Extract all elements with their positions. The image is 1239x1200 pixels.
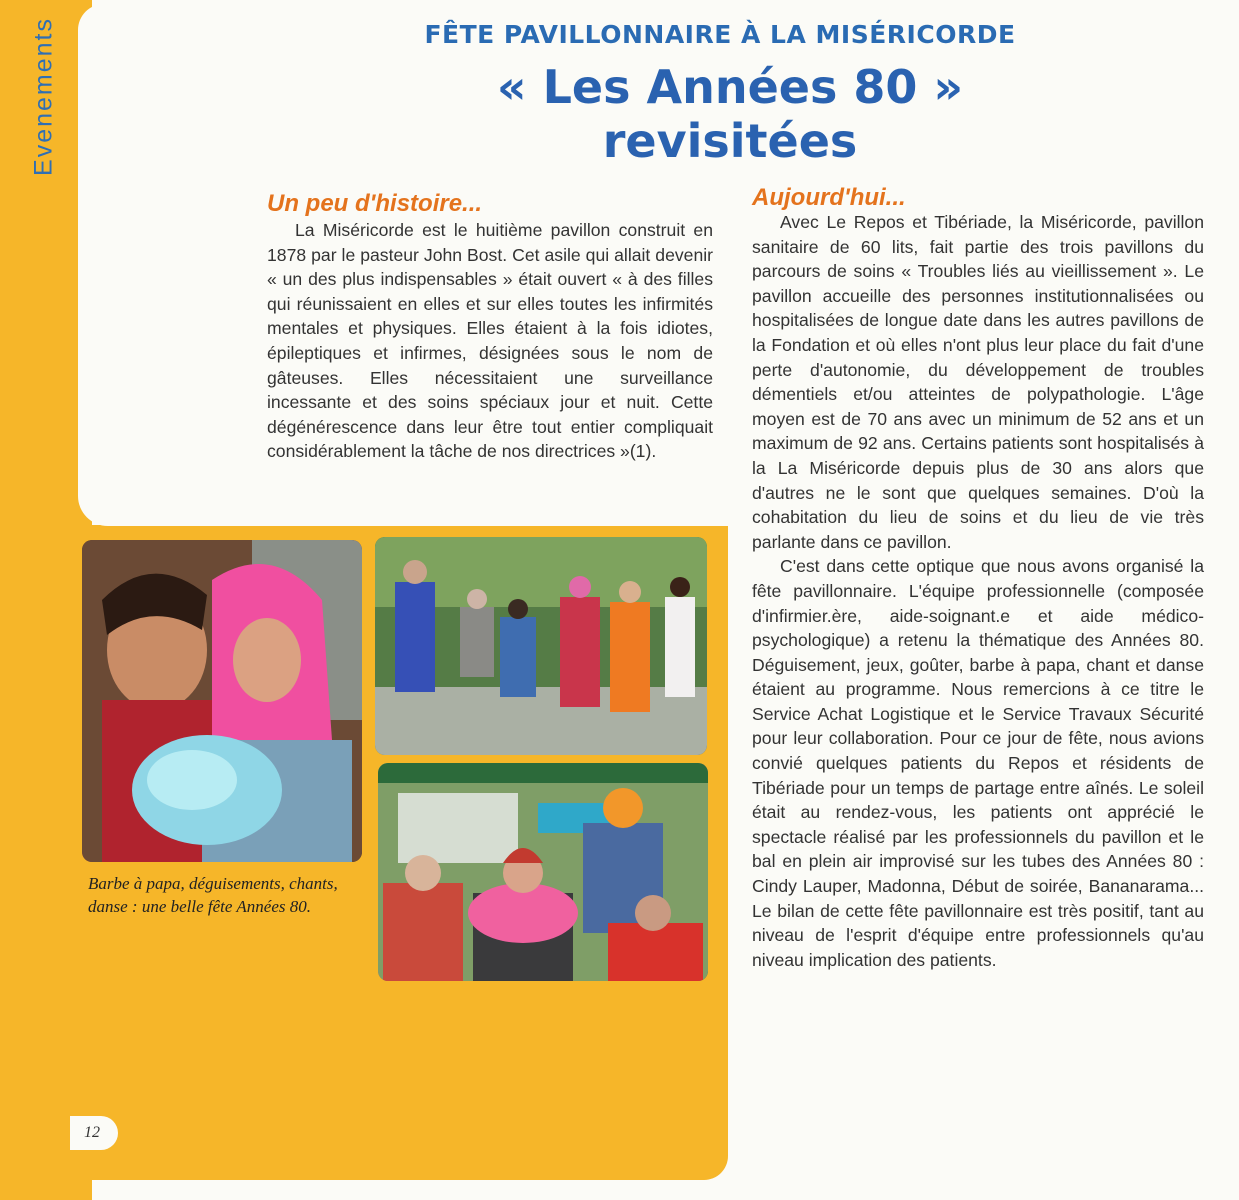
party-group-photo — [378, 763, 708, 981]
right-column-text — [752, 210, 1204, 972]
right-column-heading: Aujourd'hui... — [752, 184, 906, 211]
dance-photo — [375, 537, 707, 755]
page-number: 12 — [84, 1124, 100, 1141]
section-label: Evenements — [29, 17, 58, 176]
photo-caption: Barbe à papa, déguisements, chants, danse : une belle fête Années 80. — [88, 874, 338, 916]
page-number-tab — [70, 1116, 118, 1150]
right-paragraph: C'est dans cette optique que nous avons organisé la fête pavillonnaire. L'équipe professionnelle (composée d'infirmier.ère, aide-soignant.e et aide médico-psychologique) a retenu la thématique des Années 80. Déguisement, jeux, goûter, barbe à papa, chant et danse étaient au programme. Nous remercions à ce titre le Service Achat Logistique et le Service Travaux Sécurité pour leur collaboration. Pour ce jour de fête, nous avions convié quelques patients du Repos et résidents de Tibériade pour un temps de partage entre aînés. Le soleil était au rendez-vous, les patients ont apprécié le spectacle réalisé par les professionnels du pavillon et le bal en plein air improvisé sur les tubes des Années 80 : Cindy Lauper, Madonna, Début de soirée, Bananarama... Le bilan de cette fête pavillonnaire est très positif, tant au niveau de l'esprit d'équipe entre professionnels qu'au niveau implication des patients. — [752, 556, 1204, 970]
left-paragraph: La Miséricorde est le huitième pavillon construit en 1878 par le pasteur John Bost. Cet asile qui allait devenir « un des plus indispensables » était ouvert « à des filles qui réunissaient en elles et sur elles toutes les infirmités mentales et physiques. Elles étaient à la fois idiotes, épileptiques et infirmes, désignées sous le nom de gâteuses. Elles nécessitaient une surveillance incessante et des soins spéciaux jour et nuit. Cette dégénérescence dans leur être tout entier compliquait considérablement la tâche de nos directrices »(1). — [267, 220, 713, 462]
article-title: « Les Années 80 » revisitées — [496, 60, 964, 168]
left-column-heading: Un peu d'histoire... — [267, 190, 483, 217]
article-kicker: FÊTE PAVILLONNAIRE À LA MISÉRICORDE — [424, 20, 1016, 49]
right-paragraph: Avec Le Repos et Tibériade, la Miséricorde, pavillon sanitaire de 60 lits, fait partie des trois pavillons du parcours de soins « Troubles liés au vieillissement ». Le pavillon accueille des personnes institutionnalisées ou hospitalisées de longue date dans les autres pavillons de la Fondation et où elles n'ont plus leur place du fait d'une perte d'autonomie, du développement de troubles démentiels et/ou atteintes de polypathologie. L'âge moyen est de 70 ans avec un minimum de 52 ans et un maximum de 92 ans. Certains patients sont hospitalisés à la La Miséricorde depuis plus de 30 ans alors que d'autres ne le sont que quelques semaines. D'où la cohabitation du lieu de soins et du lieu de vie très parlante dans ce pavillon. — [752, 212, 1204, 552]
left-column-text — [267, 218, 713, 464]
cotton-candy-photo — [82, 540, 362, 862]
section-tab — [14, 0, 72, 200]
